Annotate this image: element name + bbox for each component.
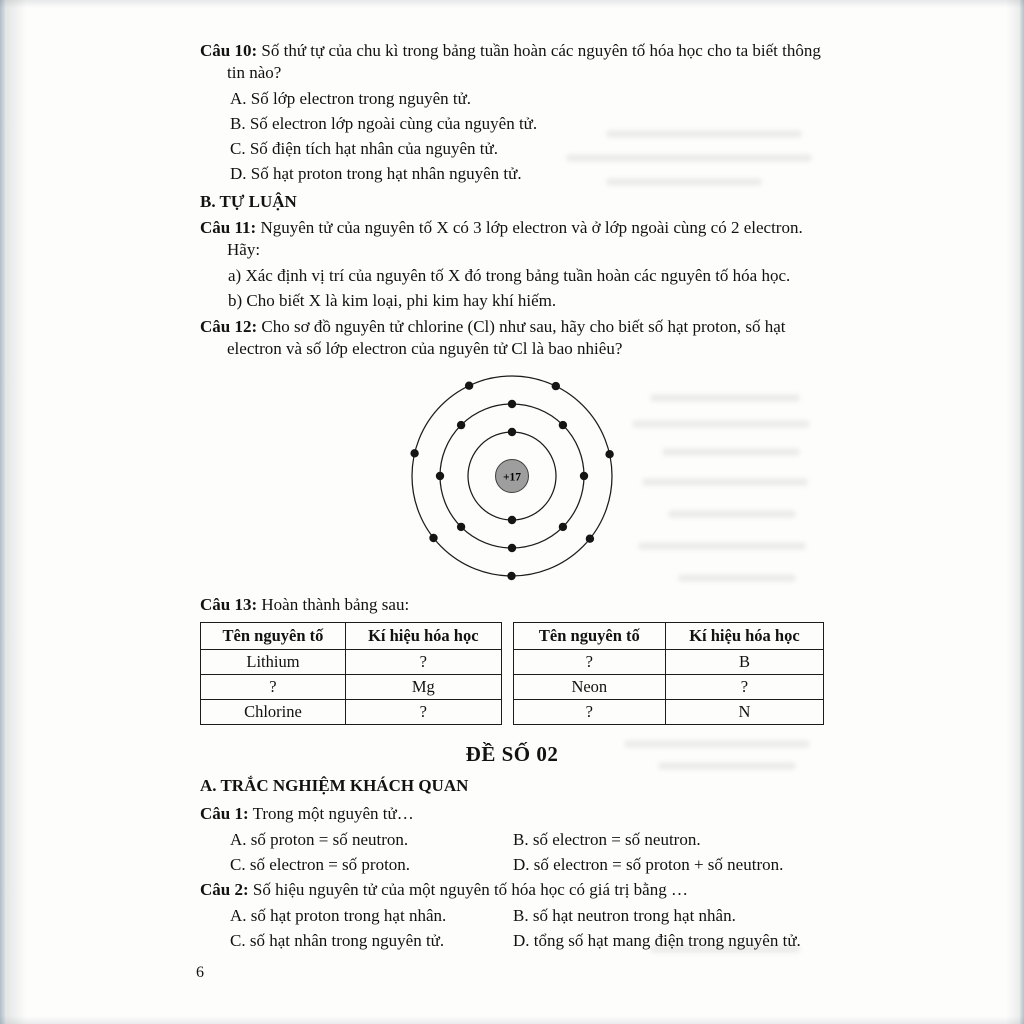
cell: Neon: [513, 675, 665, 700]
question-1: [200, 803, 824, 876]
options-row: [200, 854, 824, 876]
column-header: Kí hiệu hóa học: [665, 623, 823, 650]
option-b: B. số electron = số neutron.: [513, 830, 701, 849]
left-edge-shadow: [5, 0, 27, 1024]
table-header-row: [201, 623, 502, 650]
question-10-label: Câu 10:: [200, 41, 258, 60]
question-11-text: Nguyên tử của nguyên tố X có 3 lớp electron và ở lớp ngoài cùng có 2 electron. Hãy:: [227, 218, 803, 259]
cell: ?: [345, 650, 501, 675]
question-11-label: Câu 11:: [200, 218, 257, 237]
question-13: [200, 594, 824, 616]
cell: N: [665, 700, 823, 725]
column-header: Tên nguyên tố: [513, 623, 665, 650]
page-content: [200, 40, 824, 955]
question-2-line: [200, 879, 824, 901]
question-13-text: Hoàn thành bảng sau:: [261, 595, 410, 614]
cell: B: [665, 650, 823, 675]
question-1-label: Câu 1:: [200, 804, 249, 823]
right-edge-shadow: [1006, 0, 1020, 1024]
option-b: B. số hạt neutron trong hạt nhân.: [513, 906, 736, 925]
column-header: Tên nguyên tố: [201, 623, 346, 650]
table-row: [513, 675, 823, 700]
element-table-right: [513, 622, 824, 725]
options-row: [200, 905, 824, 927]
question-1-text: Trong một nguyên tử…: [252, 804, 414, 823]
question-13-label: Câu 13:: [200, 595, 258, 614]
chlorine-atom-figure: [200, 370, 824, 588]
section-a-heading: A. TRẮC NGHIỆM KHÁCH QUAN: [200, 776, 469, 795]
option-d: D. tổng số hạt mang điện trong nguyên tử.: [513, 931, 801, 950]
section-b-heading: B. TỰ LUẬN: [200, 192, 297, 211]
option-d: D. số electron = số proton + số neutron.: [513, 855, 784, 874]
question-12: [200, 316, 824, 360]
cell: Mg: [345, 675, 501, 700]
option-c: C. số hạt nhân trong nguyên tử.: [230, 931, 445, 950]
question-11-subitems: [200, 265, 824, 312]
question-10-text: Số thứ tự của chu kì trong bảng tuần hoàn các nguyên tố hóa học cho ta biết thông tin nào?: [227, 41, 821, 82]
exam-title: ĐỀ SỐ 02: [465, 742, 559, 766]
page-number: 6: [196, 964, 204, 981]
question-1-line: [200, 803, 824, 825]
cell: Lithium: [201, 650, 346, 675]
element-tables: [200, 622, 824, 725]
top-edge-shadow: [0, 0, 1024, 8]
element-table-left: [200, 622, 502, 725]
option-b: B. Số electron lớp ngoài cùng của nguyên tử.: [230, 114, 538, 133]
question-11: [200, 217, 824, 261]
subitem-b: b) Cho biết X là kim loại, phi kim hay khí hiếm.: [228, 291, 557, 310]
table-row: [513, 650, 823, 675]
options-row: [200, 930, 824, 952]
nucleus-label: +17: [502, 471, 522, 484]
option-d: D. Số hạt proton trong hạt nhân nguyên tử.: [230, 164, 522, 183]
question-2-label: Câu 2:: [200, 880, 249, 899]
question-12-text: Cho sơ đồ nguyên tử chlorine (Cl) như sau, hãy cho biết số hạt proton, số hạt electron và số lớp electron của nguyên tử Cl là bao nhiêu?: [227, 317, 786, 358]
cell: ?: [201, 675, 346, 700]
subitem-a: a) Xác định vị trí của nguyên tố X đó trong bảng tuần hoàn các nguyên tố hóa học.: [228, 266, 791, 285]
table-row: [201, 675, 502, 700]
table-row: [201, 700, 502, 725]
question-2: [200, 879, 824, 952]
cell: Chlorine: [201, 700, 346, 725]
option-a: A. số proton = số neutron.: [230, 830, 409, 849]
cell: ?: [513, 650, 665, 675]
option-c: C. Số điện tích hạt nhân của nguyên tử.: [230, 139, 498, 158]
table-row: [513, 700, 823, 725]
cell: ?: [513, 700, 665, 725]
option-a: A. số hạt proton trong hạt nhân.: [230, 906, 447, 925]
column-header: Kí hiệu hóa học: [345, 623, 501, 650]
option-c: C. số electron = số proton.: [230, 855, 411, 874]
question-10-options: [200, 88, 824, 185]
question-2-text: Số hiệu nguyên tử của một nguyên tố hóa học có giá trị bằng …: [252, 880, 688, 899]
question-12-label: Câu 12:: [200, 317, 258, 336]
page-right-edge: [1020, 0, 1024, 1024]
cell: ?: [345, 700, 501, 725]
cell: ?: [665, 675, 823, 700]
table-header-row: [513, 623, 823, 650]
options-row: [200, 829, 824, 851]
atom-diagram: [397, 370, 627, 582]
bottom-edge-shadow: [0, 1016, 1024, 1024]
question-10: [200, 40, 824, 84]
table-row: [201, 650, 502, 675]
option-a: A. Số lớp electron trong nguyên tử.: [230, 89, 472, 108]
